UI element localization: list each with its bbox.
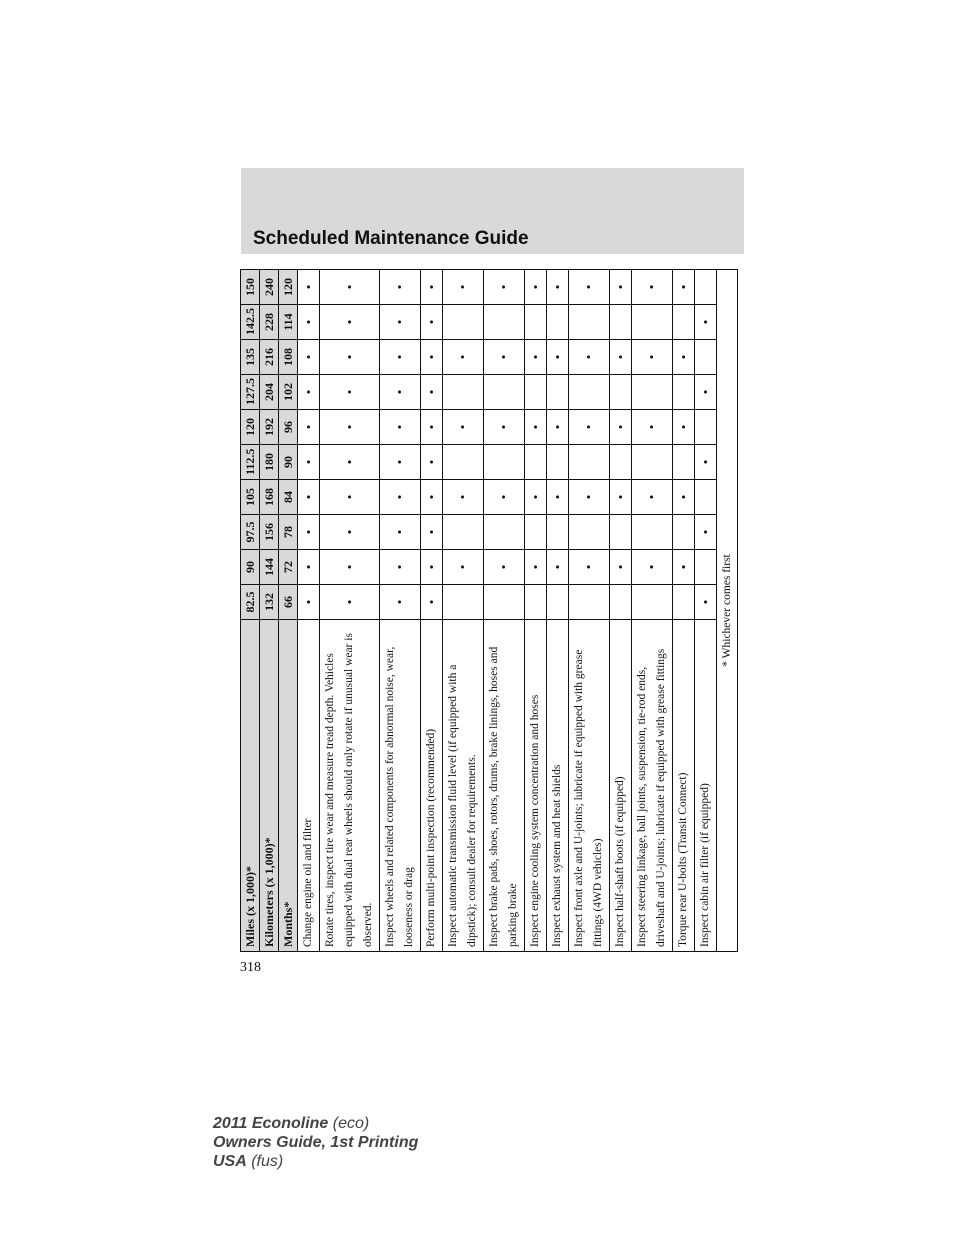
service-item: Inspect brake pads, shoes, rotors, drums, brake linings, hoses and parking brake <box>484 620 525 952</box>
service-empty-cell <box>695 410 717 445</box>
service-empty-cell <box>673 375 695 410</box>
service-empty-cell <box>673 445 695 480</box>
service-due-dot: • <box>547 480 569 515</box>
km-header-row-value: 144 <box>260 550 279 585</box>
service-due-dot: • <box>298 270 320 305</box>
service-due-dot: • <box>320 410 380 445</box>
km-header-row <box>260 270 279 952</box>
service-due-dot: • <box>298 410 320 445</box>
km-header-row-value: 204 <box>260 375 279 410</box>
table-row <box>610 270 632 952</box>
service-due-dot: • <box>320 585 380 620</box>
service-empty-cell <box>632 445 673 480</box>
service-item: Perform multi-point inspection (recommended) <box>421 620 443 952</box>
service-due-dot: • <box>421 340 443 375</box>
service-empty-cell <box>443 585 484 620</box>
service-empty-cell <box>569 445 610 480</box>
section-title: Scheduled Maintenance Guide <box>253 228 529 249</box>
service-empty-cell <box>547 445 569 480</box>
service-due-dot: • <box>298 340 320 375</box>
service-empty-cell <box>569 585 610 620</box>
table-row <box>525 270 547 952</box>
service-item: Inspect automatic transmission fluid level (if equipped with a dipstick); consult dealer for requirements. <box>443 620 484 952</box>
miles-header-row-value: 90 <box>241 550 260 585</box>
service-due-dot: • <box>673 270 695 305</box>
service-due-dot: • <box>673 410 695 445</box>
miles-header-row <box>241 270 260 952</box>
table-row <box>443 270 484 952</box>
service-item: Inspect cabin air filter (if equipped) <box>695 620 717 952</box>
table-row <box>569 270 610 952</box>
rotated-table <box>240 270 733 952</box>
service-due-dot: • <box>380 270 421 305</box>
miles-header-row-value: 105 <box>241 480 260 515</box>
service-empty-cell <box>525 585 547 620</box>
service-due-dot: • <box>632 340 673 375</box>
service-empty-cell <box>695 340 717 375</box>
service-due-dot: • <box>525 410 547 445</box>
service-item: Inspect half-shaft boots (if equipped) <box>610 620 632 952</box>
months-header-row-value: 108 <box>279 340 298 375</box>
service-item: Inspect front axle and U-joints; lubricate if equipped with grease fittings (4WD vehicles) <box>569 620 610 952</box>
service-due-dot: • <box>569 340 610 375</box>
miles-header-row-label: Miles (x 1,000)* <box>241 620 260 952</box>
service-due-dot: • <box>547 270 569 305</box>
service-due-dot: • <box>484 410 525 445</box>
months-header-row-value: 102 <box>279 375 298 410</box>
service-due-dot: • <box>298 445 320 480</box>
service-due-dot: • <box>421 550 443 585</box>
months-header-row-value: 84 <box>279 480 298 515</box>
service-due-dot: • <box>610 480 632 515</box>
km-header-row-value: 240 <box>260 270 279 305</box>
service-due-dot: • <box>632 410 673 445</box>
service-empty-cell <box>443 305 484 340</box>
service-empty-cell <box>610 585 632 620</box>
service-item: Inspect steering linkage, ball joints, suspension, tie-rod ends, driveshaft and U-joints; lubricate if equipped with grease fittings <box>632 620 673 952</box>
service-due-dot: • <box>421 375 443 410</box>
service-empty-cell <box>443 515 484 550</box>
service-due-dot: • <box>484 550 525 585</box>
service-due-dot: • <box>320 375 380 410</box>
footer-market: USA <box>213 1153 247 1170</box>
months-header-row-value: 120 <box>279 270 298 305</box>
km-header-row-value: 192 <box>260 410 279 445</box>
service-due-dot: • <box>569 480 610 515</box>
service-empty-cell <box>525 515 547 550</box>
service-empty-cell <box>484 305 525 340</box>
service-due-dot: • <box>673 340 695 375</box>
service-due-dot: • <box>569 550 610 585</box>
service-due-dot: • <box>298 585 320 620</box>
service-empty-cell <box>569 375 610 410</box>
service-due-dot: • <box>421 305 443 340</box>
table-row <box>320 270 380 952</box>
service-empty-cell <box>610 515 632 550</box>
service-due-dot: • <box>632 480 673 515</box>
service-due-dot: • <box>320 305 380 340</box>
service-empty-cell <box>484 445 525 480</box>
service-due-dot: • <box>610 550 632 585</box>
service-empty-cell <box>610 305 632 340</box>
service-due-dot: • <box>298 550 320 585</box>
service-empty-cell <box>673 585 695 620</box>
miles-header-row-value: 135 <box>241 340 260 375</box>
service-due-dot: • <box>320 340 380 375</box>
service-due-dot: • <box>484 270 525 305</box>
months-header-row-value: 72 <box>279 550 298 585</box>
table-row <box>484 270 525 952</box>
service-empty-cell <box>547 375 569 410</box>
footer-printing: Owners Guide, 1st Printing <box>213 1134 419 1151</box>
service-due-dot: • <box>695 375 717 410</box>
service-due-dot: • <box>421 445 443 480</box>
service-due-dot: • <box>421 410 443 445</box>
service-due-dot: • <box>380 550 421 585</box>
km-header-row-value: 156 <box>260 515 279 550</box>
service-due-dot: • <box>421 480 443 515</box>
service-empty-cell <box>632 515 673 550</box>
service-due-dot: • <box>443 480 484 515</box>
service-empty-cell <box>547 515 569 550</box>
service-due-dot: • <box>673 480 695 515</box>
service-due-dot: • <box>380 340 421 375</box>
maintenance-table-container <box>240 270 733 952</box>
service-due-dot: • <box>380 305 421 340</box>
service-due-dot: • <box>380 445 421 480</box>
service-empty-cell <box>547 585 569 620</box>
service-due-dot: • <box>569 410 610 445</box>
miles-header-row-value: 120 <box>241 410 260 445</box>
months-header-row-value: 114 <box>279 305 298 340</box>
service-due-dot: • <box>569 270 610 305</box>
km-header-row-label: Kilometers (x 1,000)* <box>260 620 279 952</box>
footer-model-code: (eco) <box>328 1115 370 1132</box>
service-due-dot: • <box>632 550 673 585</box>
months-header-row-value: 96 <box>279 410 298 445</box>
km-header-row-value: 168 <box>260 480 279 515</box>
service-due-dot: • <box>320 445 380 480</box>
table-row <box>547 270 569 952</box>
footer-model: 2011 Econoline <box>213 1115 329 1132</box>
km-header-row-value: 216 <box>260 340 279 375</box>
service-empty-cell <box>484 375 525 410</box>
service-due-dot: • <box>484 340 525 375</box>
service-due-dot: • <box>547 340 569 375</box>
service-due-dot: • <box>421 585 443 620</box>
service-empty-cell <box>632 585 673 620</box>
service-item: Change engine oil and filter <box>298 620 320 952</box>
months-header-row <box>279 270 298 952</box>
miles-header-row-value: 127.5 <box>241 375 260 410</box>
miles-header-row-value: 82.5 <box>241 585 260 620</box>
service-empty-cell <box>610 445 632 480</box>
service-due-dot: • <box>380 585 421 620</box>
service-empty-cell <box>610 375 632 410</box>
service-due-dot: • <box>610 270 632 305</box>
service-due-dot: • <box>525 480 547 515</box>
service-due-dot: • <box>421 515 443 550</box>
service-due-dot: • <box>632 270 673 305</box>
months-header-row-value: 90 <box>279 445 298 480</box>
service-due-dot: • <box>380 410 421 445</box>
table-row <box>298 270 320 952</box>
table-row <box>673 270 695 952</box>
service-due-dot: • <box>673 550 695 585</box>
service-due-dot: • <box>298 480 320 515</box>
service-empty-cell <box>695 270 717 305</box>
service-due-dot: • <box>695 585 717 620</box>
service-due-dot: • <box>547 410 569 445</box>
service-due-dot: • <box>443 410 484 445</box>
service-due-dot: • <box>320 550 380 585</box>
service-due-dot: • <box>443 270 484 305</box>
service-item: Inspect exhaust system and heat shields <box>547 620 569 952</box>
service-due-dot: • <box>610 410 632 445</box>
footer-market-code: (fus) <box>246 1153 284 1170</box>
service-due-dot: • <box>298 375 320 410</box>
service-due-dot: • <box>695 305 717 340</box>
service-empty-cell <box>525 445 547 480</box>
service-empty-cell <box>569 515 610 550</box>
km-header-row-value: 180 <box>260 445 279 480</box>
service-due-dot: • <box>525 340 547 375</box>
service-item: Torque rear U-bolts (Transit Connect) <box>673 620 695 952</box>
footnote: * Whichever comes first <box>717 270 738 952</box>
service-due-dot: • <box>320 270 380 305</box>
service-empty-cell <box>484 585 525 620</box>
service-empty-cell <box>525 305 547 340</box>
miles-header-row-value: 97.5 <box>241 515 260 550</box>
service-due-dot: • <box>421 270 443 305</box>
service-due-dot: • <box>695 445 717 480</box>
table-row <box>380 270 421 952</box>
service-empty-cell <box>673 515 695 550</box>
service-empty-cell <box>443 445 484 480</box>
table-row <box>421 270 443 952</box>
service-empty-cell <box>484 515 525 550</box>
service-due-dot: • <box>298 305 320 340</box>
service-due-dot: • <box>380 375 421 410</box>
months-header-row-value: 66 <box>279 585 298 620</box>
maintenance-table <box>240 269 738 952</box>
miles-header-row-value: 142.5 <box>241 305 260 340</box>
page-number: 318 <box>240 960 261 975</box>
service-empty-cell <box>695 480 717 515</box>
section-banner <box>241 168 744 254</box>
months-header-row-label: Months* <box>279 620 298 952</box>
service-empty-cell <box>673 305 695 340</box>
service-due-dot: • <box>298 515 320 550</box>
km-header-row-value: 132 <box>260 585 279 620</box>
service-empty-cell <box>443 375 484 410</box>
service-empty-cell <box>632 305 673 340</box>
service-due-dot: • <box>525 270 547 305</box>
months-header-row-value: 78 <box>279 515 298 550</box>
service-due-dot: • <box>443 340 484 375</box>
service-empty-cell <box>695 550 717 585</box>
service-due-dot: • <box>380 480 421 515</box>
miles-header-row-value: 150 <box>241 270 260 305</box>
service-item: Inspect engine cooling system concentration and hoses <box>525 620 547 952</box>
service-due-dot: • <box>484 480 525 515</box>
service-empty-cell <box>569 305 610 340</box>
service-empty-cell <box>632 375 673 410</box>
service-empty-cell <box>547 305 569 340</box>
table-row <box>695 270 717 952</box>
service-empty-cell <box>525 375 547 410</box>
km-header-row-value: 228 <box>260 305 279 340</box>
service-due-dot: • <box>443 550 484 585</box>
table-row <box>632 270 673 952</box>
service-item: Inspect wheels and related components for abnormal noise, wear, looseness or drag <box>380 620 421 952</box>
document-footer <box>213 1114 418 1171</box>
service-due-dot: • <box>695 515 717 550</box>
service-due-dot: • <box>380 515 421 550</box>
service-due-dot: • <box>525 550 547 585</box>
service-due-dot: • <box>320 480 380 515</box>
service-due-dot: • <box>610 340 632 375</box>
service-due-dot: • <box>320 515 380 550</box>
footnote-row <box>717 270 738 952</box>
service-due-dot: • <box>547 550 569 585</box>
service-item: Rotate tires, inspect tire wear and measure tread depth. Vehicles equipped with dual rear wheels should only rotate if unusual wear is observed. <box>320 620 380 952</box>
miles-header-row-value: 112.5 <box>241 445 260 480</box>
